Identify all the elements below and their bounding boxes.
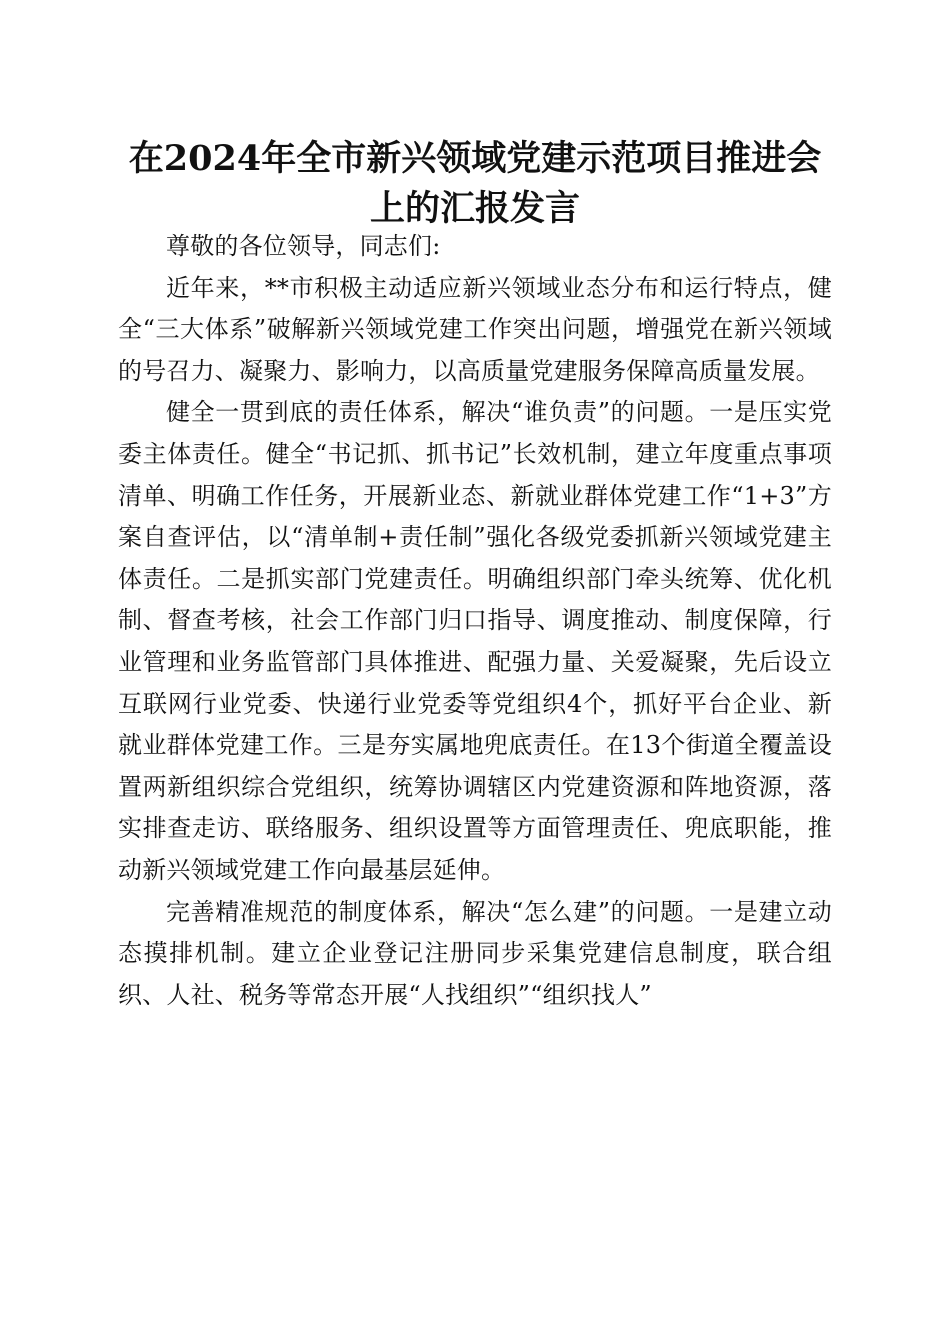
paragraph-intro: 近年来，**市积极主动适应新兴领域业态分布和运行特点，健全“三大体系”破解新兴领域党建工作突出问题，增强党在新兴领域的号召力、凝聚力、影响力，以高质量党建服务保障高质量发展。 xyxy=(118,273,832,385)
title-line-2: 上的汇报发言 xyxy=(369,188,580,229)
paragraph-institution-system: 完善精准规范的制度体系，解决“怎么建”的问题。一是建立动态摸排机制。建立企业登记注册同步采集党建信息制度，联合组织、人社、税务等常态开展“人找组织”“组织找人” xyxy=(118,897,832,1009)
salutation: 尊敬的各位领导，同志们: xyxy=(166,232,441,260)
title-line-1: 在2024年全市新兴领域党建示范项目推进会 xyxy=(128,138,822,179)
document-title xyxy=(118,134,832,234)
paragraph-responsibility-system: 健全一贯到底的责任体系，解决“谁负责”的问题。一是压实党委主体责任。健全“书记抓、抓书记”长效机制，建立年度重点事项清单、明确工作任务，开展新业态、新就业群体党建工作“1+3”方案自查评估，以“清单制+责任制”强化各级党委抓新兴领域党建主体责任。二是抓实部门党建责任。明确组织部门牵头统筹、优化机制、督查考核，社会工作部门归口指导、调度推动、制度保障，行业管理和业务监管部门具体推进、配强力量、关爱凝聚，先后设立互联网行业党委、快递行业党委等党组织4个，抓好平台企业、新就业群体党建工作。三是夯实属地兜底责任。在13个街道全覆盖设置两新组织综合党组织，统筹协调辖区内党建资源和阵地资源，落实排查走访、联络服务、组织设置等方面管理责任、兜底职能，推动新兴领域党建工作向最基层延伸。 xyxy=(118,398,832,884)
document-body xyxy=(118,226,832,1016)
